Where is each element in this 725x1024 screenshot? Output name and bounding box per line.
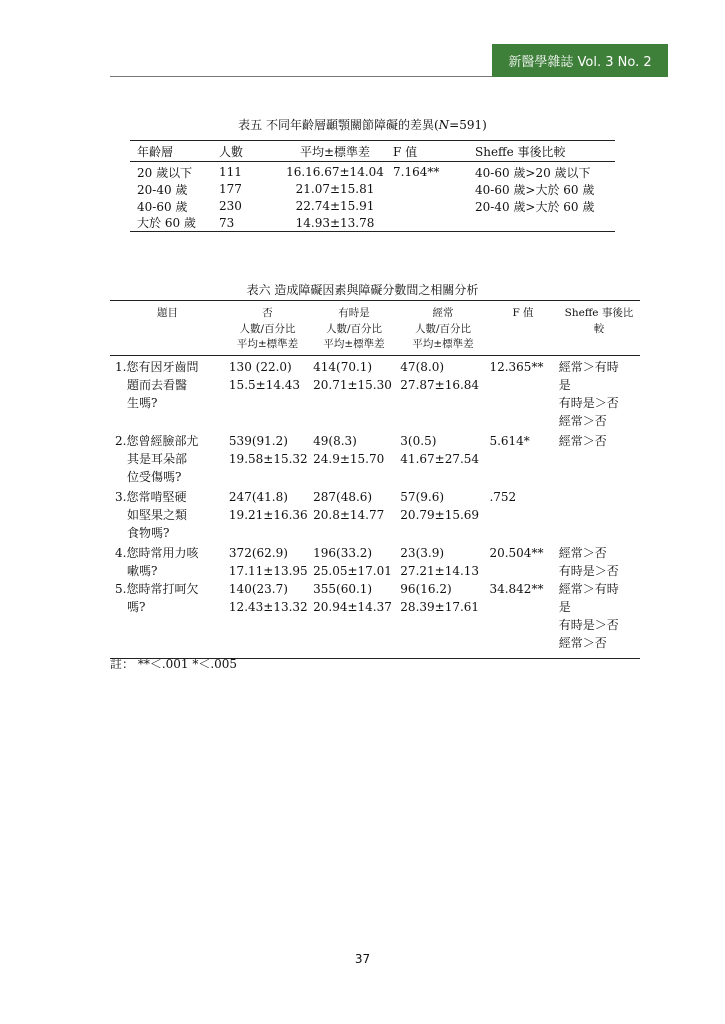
table-row [110, 356, 640, 430]
sheffe-line: 經常＞有時 [558, 359, 619, 374]
sheffe-line: 經常＞否 [558, 413, 607, 428]
table5-cell: 111 [219, 165, 242, 180]
table6-header-line: 平均±標準差 [236, 338, 299, 350]
table6 [110, 300, 640, 659]
table-row [110, 430, 640, 486]
table-row [130, 198, 615, 215]
table6-note: 註： **＜.001 *＜.005 [110, 657, 238, 671]
table5-header-age: 年齡層 [137, 144, 174, 159]
table6-sheffe-cell [559, 432, 640, 486]
table5-header-sheffe: Sheffe 事後比較 [475, 144, 566, 159]
table6-header-line: 平均±標準差 [412, 338, 474, 350]
table6-sometimes-cell [313, 432, 400, 486]
table6-no-cell [229, 432, 313, 486]
sheffe-line: 有時是＞否 [558, 395, 619, 410]
mean-sd: 19.21±16.36 [228, 507, 308, 522]
table6-header-line: 有時是 [338, 307, 370, 319]
table6-question [110, 488, 229, 542]
table6-sometimes-cell [313, 488, 400, 542]
table6-no-cell [229, 544, 313, 580]
table-row [130, 214, 615, 232]
table5-header-count: 人數 [219, 144, 244, 159]
table5 [130, 140, 615, 232]
question-line: 3.您常啃堅硬 [115, 489, 187, 504]
sheffe-line: 是 [558, 377, 571, 392]
question-line: 題而去看醫 [127, 377, 188, 392]
count-percent: 57(9.6) [400, 489, 445, 504]
table-row [110, 580, 640, 652]
table5-caption-n: N [438, 118, 450, 132]
sheffe-line: 經常＞否 [558, 635, 607, 650]
table5-caption-suffix: =591) [449, 118, 487, 132]
table5-cell: 20 歲以下 [137, 165, 193, 180]
table6-sometimes-cell [313, 580, 400, 652]
question-line: 2.您曾經臉部尤 [115, 433, 199, 448]
table-row [110, 486, 640, 542]
count-percent: 3(0.5) [400, 433, 437, 448]
mean-sd: 19.58±15.32 [228, 451, 308, 466]
table6-no-cell [229, 358, 313, 430]
question-line: 5.您時常打呵欠 [115, 581, 199, 596]
count-percent: 196(33.2) [313, 545, 373, 560]
mean-sd: 27.87±16.84 [400, 377, 480, 392]
table6-sheffe-cell [559, 488, 640, 542]
table5-header-row [130, 140, 615, 162]
table6-header-f: F 值 [512, 307, 534, 319]
table6-caption: 表六 造成障礙因素與障礙分數間之相關分析 [246, 283, 479, 297]
question-line: 其是耳朵部 [127, 451, 188, 466]
question-line: 4.您時常用力咳 [115, 545, 199, 560]
question-line: 生嗎? [127, 395, 158, 410]
table6-sheffe-cell [559, 358, 640, 430]
sheffe-line: 經常＞有時 [558, 581, 619, 596]
mean-sd: 28.39±17.61 [400, 599, 480, 614]
table6-question [110, 544, 229, 580]
table6-f-cell: .752 [489, 489, 517, 504]
count-percent: 355(60.1) [313, 581, 373, 596]
table6-f-cell: 5.614* [489, 433, 530, 448]
table6-sheffe-cell [559, 544, 640, 580]
count-percent: 49(8.3) [313, 433, 357, 448]
count-percent: 23(3.9) [400, 545, 445, 560]
table6-header-line: 否 [262, 307, 273, 319]
mean-sd: 20.94±14.37 [313, 599, 392, 614]
count-percent: 47(8.0) [400, 359, 445, 374]
sheffe-line: 有時是＞否 [558, 617, 619, 632]
question-line: 嗽嗎? [127, 563, 158, 578]
table6-question [110, 358, 229, 430]
mean-sd: 41.67±27.54 [400, 451, 480, 466]
table6-often-cell [400, 580, 489, 652]
table5-cell: 16.16.67±14.04 [286, 165, 384, 180]
table6-header-row [110, 300, 640, 356]
count-percent: 372(62.9) [228, 545, 288, 560]
mean-sd: 25.05±17.01 [313, 563, 392, 578]
table6-f-cell: 12.365** [489, 359, 544, 374]
table5-caption [110, 116, 615, 133]
table5-cell: 230 [219, 198, 242, 213]
table6-header-sometimes [310, 306, 398, 353]
count-percent: 247(41.8) [228, 489, 288, 504]
question-line: 如堅果之類 [127, 507, 188, 522]
table6-f-cell: 20.504** [489, 545, 544, 560]
mean-sd: 12.43±13.32 [228, 599, 308, 614]
table6-header-line: 人數/百分比 [414, 322, 472, 335]
sheffe-line: 經常＞否 [558, 433, 607, 448]
table6-header-line: 平均±標準差 [323, 338, 385, 350]
count-percent: 539(91.2) [228, 433, 288, 448]
count-percent: 130 (22.0) [228, 359, 292, 374]
table6-header-line: 較 [593, 322, 605, 335]
table5-header-mean: 平均±標準差 [299, 144, 371, 159]
table5-cell: 14.93±13.78 [295, 215, 375, 230]
journal-badge: 新醫學雜誌 Vol. 3 No. 2 [492, 44, 668, 77]
count-percent: 414(70.1) [313, 359, 373, 374]
table-row [110, 542, 640, 580]
table6-header-line: 人數/百分比 [325, 322, 383, 335]
table6-question [110, 580, 229, 652]
table-row [130, 164, 615, 181]
page-number: 37 [354, 952, 371, 966]
mean-sd: 17.11±13.95 [228, 563, 308, 578]
question-line: 位受傷嗎? [127, 469, 182, 484]
table5-cell: 20-40 歲 [137, 182, 188, 197]
table6-header-often [398, 306, 488, 353]
mean-sd: 20.8±14.77 [313, 507, 385, 522]
table5-cell: 21.07±15.81 [295, 182, 375, 197]
table6-header-no [225, 306, 310, 353]
mean-sd: 20.71±15.30 [313, 377, 392, 392]
table5-cell: 177 [219, 182, 242, 197]
table6-no-cell [229, 488, 313, 542]
table6-header-sheffe [558, 306, 640, 353]
mean-sd: 27.21±14.13 [400, 563, 480, 578]
count-percent: 140(23.7) [228, 581, 288, 596]
table5-cell: 40-60 歲 [137, 199, 188, 214]
table5-cell: 73 [219, 215, 235, 230]
table5-cell: 22.74±15.91 [295, 198, 375, 213]
sheffe-line: 是 [558, 599, 571, 614]
question-line: 1.您有因牙齒問 [115, 359, 199, 374]
table5-cell: 大於 60 歲 [137, 216, 196, 231]
table6-header-line: 人數/百分比 [239, 322, 296, 335]
sheffe-line: 經常＞否 [558, 545, 607, 560]
mean-sd: 24.9±15.70 [313, 451, 385, 466]
table6-no-cell [229, 580, 313, 652]
table6-often-cell [400, 544, 489, 580]
table5-cell: 20-40 歲>大於 60 歲 [475, 199, 595, 214]
table6-sometimes-cell [313, 358, 400, 430]
table6-question [110, 432, 229, 486]
table6-often-cell [400, 488, 489, 542]
mean-sd: 20.79±15.69 [400, 507, 480, 522]
table5-header-f: F 值 [393, 144, 418, 159]
table6-often-cell [400, 358, 489, 430]
table6-often-cell [400, 432, 489, 486]
question-line: 嗎? [127, 599, 146, 614]
table6-header-topic: 題目 [157, 307, 178, 319]
table-row [130, 181, 615, 198]
mean-sd: 15.5±14.43 [228, 377, 301, 392]
question-line: 食物嗎? [127, 525, 170, 540]
table5-cell: 40-60 歲>大於 60 歲 [475, 182, 595, 197]
table6-header-line: 經常 [432, 307, 454, 319]
table5-caption-prefix: 表五 不同年齡層顳顎關節障礙的差異( [238, 118, 439, 132]
table6-header-line: Sheffe 事後比 [564, 307, 634, 319]
table5-cell: 7.164** [393, 165, 440, 180]
sheffe-line: 有時是＞否 [558, 563, 619, 578]
table6-f-cell: 34.842** [489, 581, 544, 596]
table6-sheffe-cell [559, 580, 640, 652]
count-percent: 287(48.6) [313, 489, 373, 504]
count-percent: 96(16.2) [400, 581, 452, 596]
table5-cell: 40-60 歲>20 歲以下 [475, 165, 591, 180]
table6-sometimes-cell [313, 544, 400, 580]
